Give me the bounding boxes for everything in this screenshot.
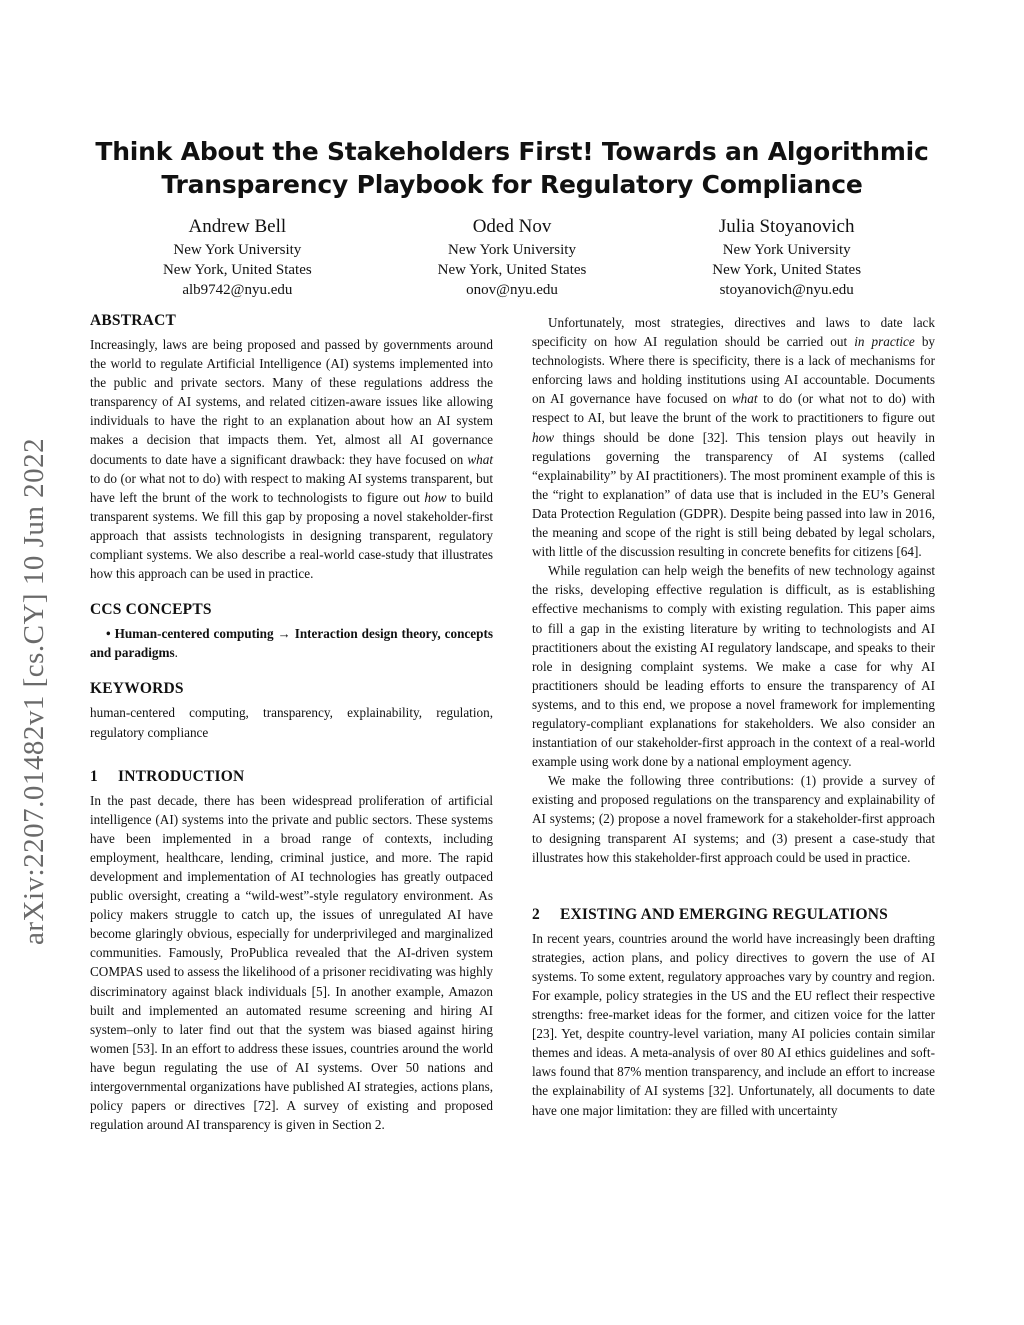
- author-name: Andrew Bell: [188, 216, 287, 237]
- keywords-text: human-centered computing, transparency, explainability, regulation, regulatory compliance: [90, 705, 493, 740]
- paper-title: [60, 135, 964, 201]
- paragraph-3: We make the following three contributions: (1) provide a survey of existing and proposed regulations on the transparency and explainability of AI systems; (2) propose a novel framework for a stakeholder-first approach to designing transparent AI systems; and (3) present a case-study that illustrates how this stakeholder-first approach could be used in practice.: [532, 773, 935, 865]
- author-location: New York, United States: [162, 262, 312, 278]
- section-2-paragraph: In recent years, countries around the world have increasingly been drafting strategies, action plans, and policy directives to govern the use of AI systems. To some extent, regulatory approaches vary by country and region. For example, policy strategies in the US and the EU reflect their respective strengths: free-market ideas for the former, and citizen voice for the latter [23]. Yet, despite country-level variation, many AI policies contain similar themes and ideas. A meta-analysis of over 80 AI ethics guidelines and soft-laws found that 87% mention transparency, and include an effort to increase the explainability of AI systems [32]. Unfortunately, all documents to date have one major limitation: they are filled with uncertainty: [532, 930, 935, 1118]
- left-column: [90, 311, 493, 1134]
- intro-paragraph: In the past decade, there has been widespread proliferation of artificial intelligence (AI) systems into the private and public sectors. These systems have been implemented in a broad range of contexts, including employment, healthcare, lending, criminal justice, and more. The rapid development and implementation of AI technologies has greatly outpaced public oversight, creating a “wild-west”-style regulatory environment. As policy makers struggle to catch up, the issues of unregulated AI have become glaringly obvious, especially for underprivileged and marginalized communities. Famously, ProPublica revealed that the AI-driven system COMPAS used to assess the likelihood of a prisoner recidivating was highly discriminatory against black individuals [5]. In another example, Amazon built and implemented an automated resume screening and hiring AI system–only to later find out that the system was biased against hiring women [53]. In an effort to address these issues, countries around the world have begun regulating the use of AI systems. Over 50 nations and intergovernmental organizations have published AI strategies, actions plans, policy papers or directives [72]. A survey of existing and proposed regulation around AI transparency is given in Section 2.: [90, 792, 493, 1133]
- author-block: [100, 214, 924, 300]
- author-location: New York, United States: [712, 262, 862, 278]
- author-2: [375, 214, 650, 300]
- paragraph-1: Unfortunately, most strategies, directives and laws to date lack specificity on how AI regulation should be carried out in practice by technologists. Where there is specificity, there is a lack of mechanisms for enforcing laws and holding institutions using AI accountable. Documents on AI governance have focused on what to do (or what not to do) with respect to AI, but leave the brunt of the work to practitioners to figure out how things should be done [32]. This tension plays out heavily in regulations governing the transparency of AI systems (called “explainability” by AI practitioners). The most prominent example of this is the “right to explanation” of data use that is included in the EU’s General Data Protection Regulation (GDPR). Despite being passed into law in 2016, the meaning and scope of the right is still being debated by legal scholars, with little of the discussion resulting in concrete benefits for citizens [64].: [532, 315, 936, 560]
- author-affiliation: New York University: [722, 242, 851, 258]
- author-email[interactable]: alb9742@nyu.edu: [182, 282, 293, 298]
- ccs-heading: CCS CONCEPTS: [90, 601, 212, 619]
- arxiv-side-label: arXiv:2207.01482v1 [cs.CY] 10 Jun 2022: [18, 437, 50, 945]
- author-1: [100, 214, 375, 300]
- abstract-heading: ABSTRACT: [90, 312, 177, 329]
- ccs-concepts-text: • Human-centered computing → Interaction design theory, concepts and paradigms.: [90, 626, 493, 661]
- author-affiliation: New York University: [173, 242, 302, 258]
- author-email[interactable]: onov@nyu.edu: [466, 282, 558, 298]
- title-line-2: Transparency Playbook for Regulatory Compliance: [161, 170, 863, 199]
- right-column: [532, 313, 935, 1120]
- abstract-text: Increasingly, laws are being proposed and passed by governments around the world to regulate Artificial Intelligence (AI) systems implemented into the public and private sectors. Many of these regulations address the transparency of AI systems, and related citizen-aware issues like allowing individuals to have the right to an explanation about how an AI system makes a decision that impacts them. Yet, almost all AI governance documents to date have a significant drawback: they have focused on what to do (or what not to do) with respect to making AI systems transparent, but have left the brunt of the work to technologists to figure out how to build transparent systems. We fill this gap by proposing a novel stakeholder-first approach that assists technologists in designing transparent, regulatory compliant systems. We also describe a real-world case-study that illustrates how this approach can be used in practice.: [90, 337, 493, 582]
- keywords-heading: KEYWORDS: [90, 680, 184, 698]
- author-email[interactable]: stoyanovich@nyu.edu: [719, 282, 854, 298]
- author-name: Julia Stoyanovich: [718, 216, 855, 237]
- title-line-1: Think About the Stakeholders First! Towards an Algorithmic: [95, 137, 929, 166]
- author-3: [649, 214, 924, 300]
- paragraph-2: While regulation can help weigh the benefits of new technology against the risks, developing effective regulation is difficult, as is establishing effective mechanisms to comply with existing regulation. This paper aims to fill a gap in the existing literature by writing to technologists and AI practitioners about the existing AI regulatory landscape, and speaks to their role in designing complaint systems. We make a case for why AI practitioners should be leading efforts to ensure the transparency of AI systems, and to this end, we propose a novel framework for implementing regulatory-compliant explanations for stakeholders. We also consider an instantiation of our stakeholder-first approach in the context of a real-world example using work done by a national employment agency.: [532, 563, 935, 770]
- author-affiliation: New York University: [448, 242, 576, 258]
- section-2-heading: 2 EXISTING AND EMERGING REGULATIONS: [532, 905, 888, 923]
- author-location: New York, United States: [437, 262, 587, 278]
- author-name: Oded Nov: [472, 216, 552, 237]
- intro-heading: 1 INTRODUCTION: [90, 767, 245, 785]
